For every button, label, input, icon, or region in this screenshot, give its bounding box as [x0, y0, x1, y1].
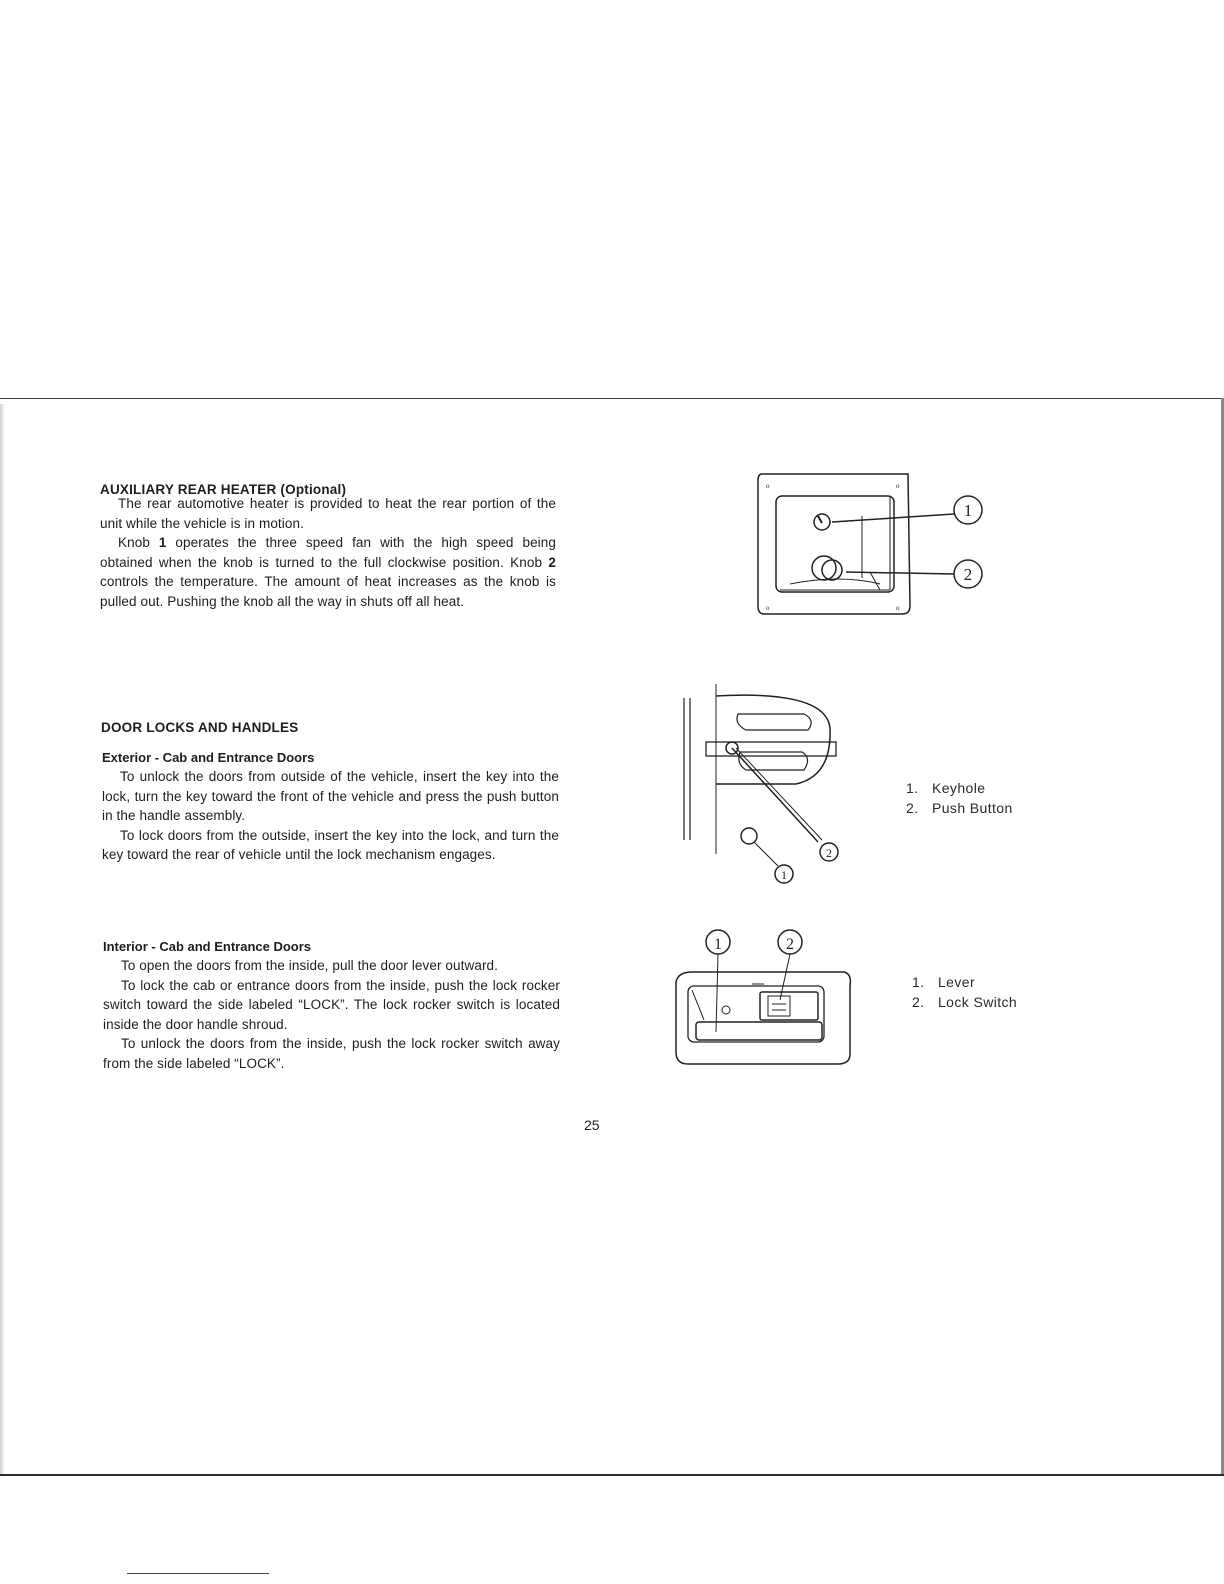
heater-knob-2-ref: 2 [548, 554, 556, 570]
interior-para-1: To open the doors from the inside, pull the door lever outward. [121, 958, 499, 973]
heater-panel-figure [750, 466, 1000, 626]
exterior-callout-1: 1 [781, 868, 787, 882]
exterior-heading: Exterior - Cab and Entrance Doors [102, 750, 315, 765]
exterior-legend-item-1 [906, 778, 1013, 798]
exterior-legend-label-1: Keyhole [932, 780, 986, 796]
exterior-legend-num-2: 2. [906, 800, 919, 816]
interior-door-lever [696, 1022, 822, 1040]
interior-legend-label-1: Lever [938, 974, 976, 990]
heater-para-1: The rear automotive heater is provided to heat the rear portion of the unit while the vehicle is in motion. [100, 496, 556, 531]
heater-heading-optional: (Optional) [276, 482, 347, 497]
heater-callout-1: 1 [963, 501, 973, 520]
heater-callout-2: 2 [963, 565, 973, 584]
interior-legend-num-1: 1. [912, 974, 925, 990]
exterior-keyhole-detail [741, 828, 757, 844]
exterior-legend [906, 778, 1013, 818]
interior-handle-figure [668, 920, 868, 1070]
heater-para-2-start: Knob [118, 535, 159, 550]
interior-text [103, 956, 560, 1073]
heater-leader-1 [832, 514, 954, 522]
interior-legend [912, 972, 1017, 1012]
exterior-legend-label-2: Push Button [932, 800, 1013, 816]
exterior-para-1: To unlock the doors from outside of the vehicle, insert the key into the lock, turn the key toward the front of the vehicle and press the push button in the handle assembly. [102, 769, 559, 823]
door-locks-heading: DOOR LOCKS AND HANDLES [101, 720, 299, 735]
svg-text:o: o [896, 604, 900, 612]
page-number: 25 [584, 1117, 600, 1133]
exterior-legend-item-2 [906, 798, 1013, 818]
interior-legend-item-2 [912, 992, 1017, 1012]
heater-panel-recess [776, 496, 894, 592]
page-bottom-rule [0, 1474, 1224, 1476]
exterior-callout-2: 2 [826, 846, 832, 860]
exterior-handle-figure [676, 684, 876, 894]
heater-panel-outline [758, 474, 910, 614]
exterior-leader-2 [732, 748, 818, 842]
interior-heading: Interior - Cab and Entrance Doors [103, 939, 312, 954]
door-edge [684, 698, 690, 840]
interior-callout-2: 2 [786, 936, 794, 953]
heater-knob-1-ref: 1 [158, 535, 167, 550]
heater-heading-title: AUXILIARY REAR HEATER [100, 482, 277, 497]
heater-para-2-end: controls the temperature. The amount of heat increases as the knob is pulled out. Pushing the knob all the way in shuts off all heat. [100, 574, 556, 609]
interior-para-3: To unlock the doors from the inside, push the lock rocker switch away from the side labeled “LOCK”. [103, 1036, 560, 1071]
interior-leader-1 [716, 954, 718, 1032]
heater-para-2-middle: operates the three speed fan with the high speed being obtained when the knob is turned to the full clockwise position. Knob [100, 535, 556, 570]
svg-text:o: o [896, 482, 900, 490]
exterior-para-2: To lock doors from the outside, insert the key into the lock, and turn the key toward the rear of vehicle until the lock mechanism engages. [102, 827, 559, 862]
footer-link-rule [127, 1573, 269, 1574]
exterior-legend-num-1: 1. [906, 780, 919, 796]
interior-legend-item-1 [912, 972, 1017, 992]
heater-para-2 [100, 533, 556, 611]
page-left-edge [0, 404, 4, 1474]
interior-legend-label-2: Lock Switch [938, 994, 1018, 1010]
interior-callout-1: 1 [714, 936, 722, 953]
exterior-text [102, 767, 559, 865]
exterior-handle-housing [716, 695, 830, 784]
heater-text [100, 494, 556, 611]
interior-legend-num-2: 2. [912, 994, 925, 1010]
svg-text:o: o [766, 604, 770, 612]
interior-para-2: To lock the cab or entrance doors from the inside, push the lock rocker switch toward the side labeled “LOCK”. The lock rocker switch is located inside the door handle shroud. [103, 977, 560, 1032]
page-top-rule [0, 398, 1224, 399]
interior-leader-2 [780, 954, 790, 1000]
svg-text:o: o [766, 482, 770, 490]
